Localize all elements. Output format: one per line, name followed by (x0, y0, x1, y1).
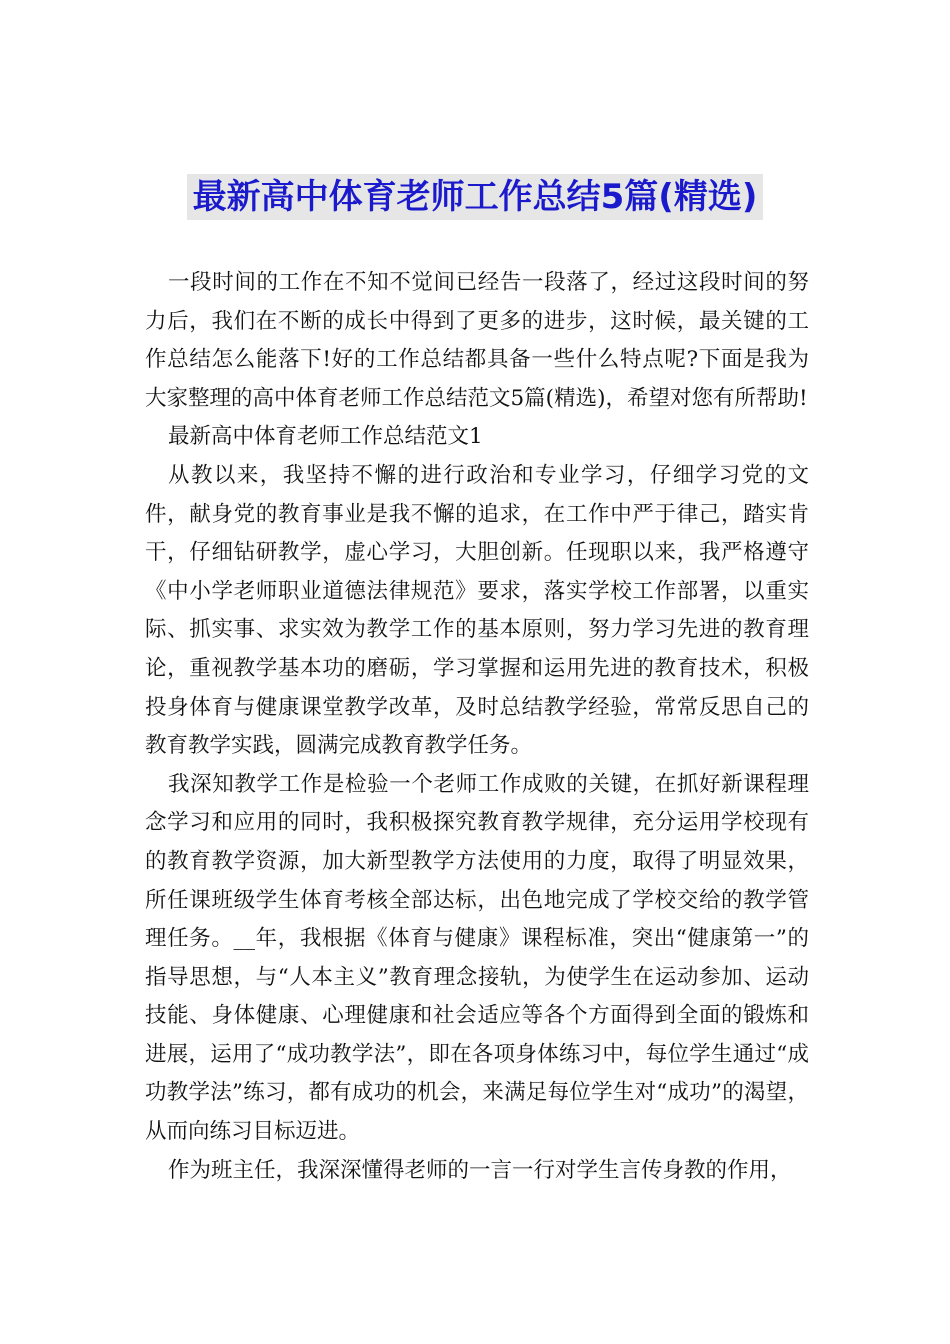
document-body (145, 264, 809, 1190)
body-paragraph: 我深知教学工作是检验一个老师工作成败的关键，在抓好新课程理念学习和应用的同时，我积极探究教育教学规律，充分运用学校现有的教育教学资源，加大新型教学方法使用的力度，取得了明显效果，所任课班级学生体育考核全部达标，出色地完成了学校交给的教学管理任务。__年，我根据《体育与健康》课程标准，突出“健康第一”的指导思想，与“人本主义”教育理念接轨，为使学生在运动参加、运动技能、身体健康、心理健康和社会适应等各个方面得到全面的锻炼和进展，运用了“成功教学法”，即在各项身体练习中，每位学生通过“成功教学法”练习，都有成功的机会，来满足每位学生对“成功”的渴望，从而向练习目标迈进。 (145, 771, 809, 1145)
body-paragraph: 从教以来，我坚持不懈的进行政治和专业学习，仔细学习党的文件，献身党的教育事业是我不懈的追求，在工作中严于律己，踏实肯干，仔细钻研教学，虚心学习，大胆创新。任现职以来，我严格遵守《中小学老师职业道德法律规范》要求，落实学校工作部署，以重实际、抓实事、求实效为教学工作的基本原则，努力学习先进的教育理论，重视教学基本功的磨砺，学习掌握和运用先进的教育技术，积极投身体育与健康课堂教学改革，及时总结教学经验，常常反思自己的教育教学实践，圆满完成教育教学任务。 (145, 462, 809, 759)
title-container (0, 174, 950, 220)
body-paragraph: 作为班主任，我深深懂得老师的一言一行对学生言传身教的作用， (168, 1157, 792, 1183)
document-title: 最新高中体育老师工作总结5篇(精选) (187, 174, 764, 220)
section-heading: 最新高中体育老师工作总结范文1 (168, 424, 483, 450)
intro-paragraph: 一段时间的工作在不知不觉间已经告一段落了，经过这段时间的努力后，我们在不断的成长中得到了更多的进步，这时候，最关键的工作总结怎么能落下!好的工作总结都具备一些什么特点呢?下面是我为大家整理的高中体育老师工作总结范文5篇(精选)，希望对您有所帮助! (145, 270, 809, 411)
